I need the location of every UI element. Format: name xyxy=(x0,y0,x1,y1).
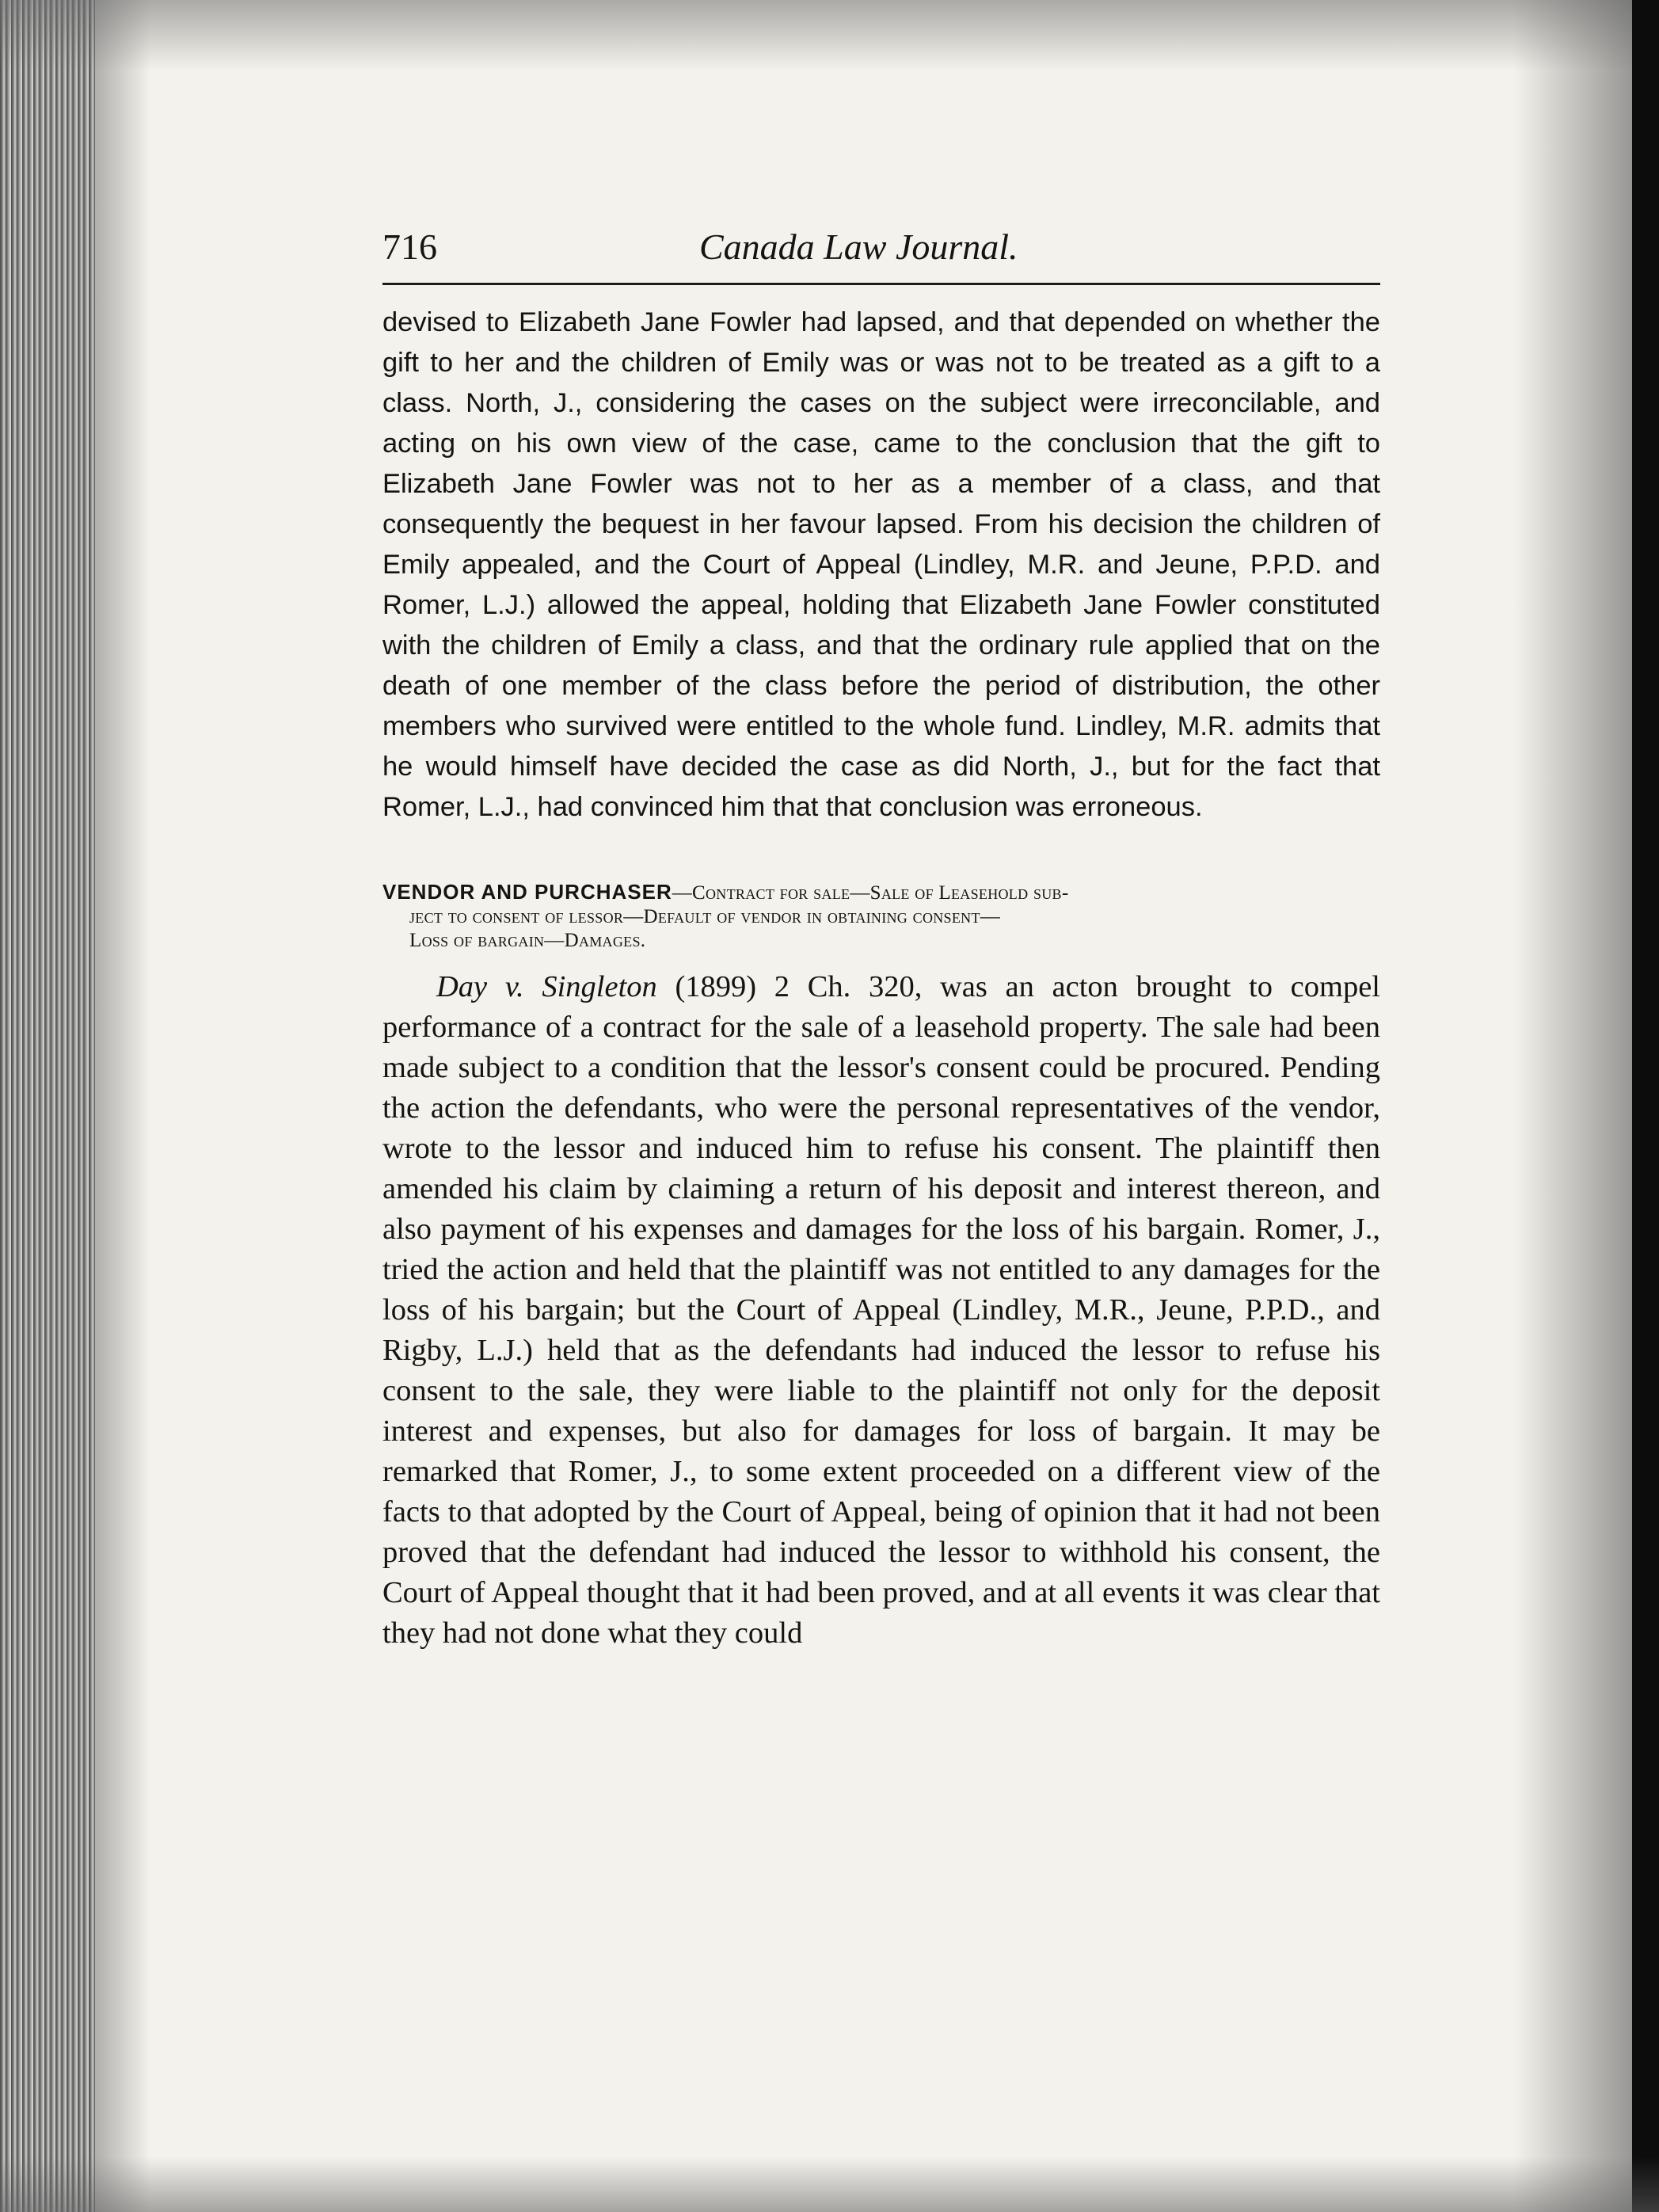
heading-topics-2: ject to consent of lessor—Default of vendor in obtaining consent— xyxy=(409,906,1001,927)
article-body xyxy=(382,303,1380,1654)
scan-edge-left xyxy=(0,0,95,2212)
journal-title: Canada Law Journal. xyxy=(699,227,1018,267)
paragraph-day-v-singleton xyxy=(382,967,1380,1654)
scan-shadow-right xyxy=(1513,0,1632,2212)
scan-shadow-bottom xyxy=(0,2157,1659,2212)
header-rule xyxy=(382,283,1380,285)
heading-line-1 xyxy=(382,880,1380,905)
running-head xyxy=(382,226,1380,275)
scan-shadow-top xyxy=(0,0,1659,71)
heading-lead: VENDOR AND PURCHASER xyxy=(382,880,672,904)
scan-edge-right xyxy=(1632,0,1659,2212)
paragraph-continued: devised to Elizabeth Jane Fowler had lapsed, and that depended on whether the gift to her and the children of Emily was or was not to be treated as a gift to a class. North, J., considering the cases on the subject were irreconcilable, and acting on his own view of the case, came to the conclusion that the gift to Elizabeth Jane Fowler was not to her as a member of a class, and that consequently the bequest in her favour lapsed. From his decision the children of Emily appealed, and the Court of Appeal (Lindley, M.R. and Jeune, P.P.D. and Romer, L.J.) allowed the appeal, holding that Elizabeth Jane Fowler constituted with the children of Emily a class, and that the ordinary rule applied that on the death of one member of the class before the period of distribution, the other members who survived were entitled to the whole fund. Lindley, M.R. admits that he would himself have decided the case as did North, J., but for the fact that Romer, L.J., had convinced him that that conclusion was erroneous. xyxy=(382,307,1380,822)
heading-topics-1: —Contract for sale—Sale of Leasehold sub- xyxy=(672,882,1069,904)
case-summary: (1899) 2 Ch. 320, was an acton brought to compel performance of a contract for the sale of a leasehold property. The sale had been made subject to a condition that the lessor's consent could be procured. Pending the action the defendants, who were the personal representatives of the vendor, wrote to the lessor and induced him to refuse his consent. The plaintiff then amended his claim by claiming a return of his deposit and interest thereon, and also payment of his expenses and damages for the loss of his bargain. Romer, J., tried the action and held that the plaintiff was not entitled to any damages for the loss of his bargain; but the Court of Appeal (Lindley, M.R., Jeune, P.P.D., and Rigby, L.J.) held that as the defendants had induced the lessor to refuse his consent to the sale, they were liable to the plaintiff not only for the deposit interest and expenses, but also for damages for loss of bargain. It may be remarked that Romer, J., to some extent proceeded on a different view of the facts to that adopted by the Court of Appeal, being of opinion that it had not been proved that the defendant had induced the lessor to withhold his consent, the Court of Appeal thought that it had been proved, and at all events it was clear that they had not done what they could xyxy=(382,970,1380,1650)
scan-shadow-left xyxy=(95,0,150,2212)
case-name: Day v. Singleton xyxy=(436,970,657,1003)
page-number: 716 xyxy=(382,227,437,267)
section-heading xyxy=(382,880,1380,953)
journal-page xyxy=(382,226,1380,1654)
heading-topics-3: Loss of bargain—Damages. xyxy=(409,930,646,951)
